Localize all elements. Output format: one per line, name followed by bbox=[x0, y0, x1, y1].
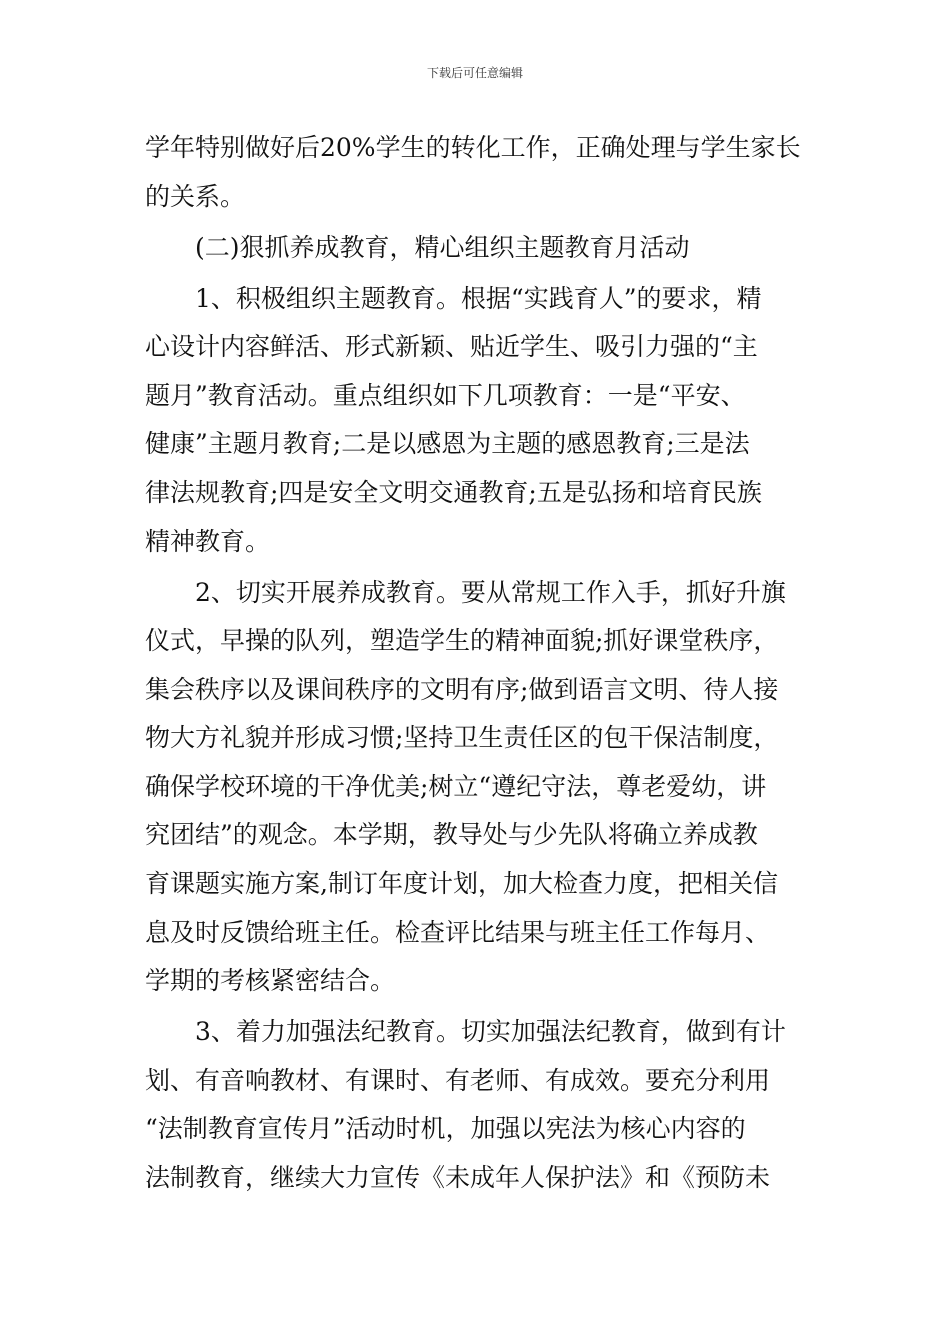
text-line: 2、切实开展养成教育。要从常规工作入手，抓好升旗 bbox=[195, 577, 786, 607]
text-line: “法制教育宣传月”活动时机，加强以宪法为核心内容的 bbox=[145, 1114, 746, 1144]
text-line: 集会秩序以及课间秩序的文明有序;做到语言文明、待人接 bbox=[145, 674, 779, 704]
paragraph-item-3 bbox=[145, 1008, 807, 1202]
paragraph-item-2 bbox=[145, 569, 807, 1006]
paragraph-continuation bbox=[145, 124, 807, 221]
text-line: 1、积极组织主题教育。根据“实践育人”的要求，精 bbox=[195, 283, 762, 313]
text-line: 心设计内容鲜活、形式新颖、贴近学生、吸引力强的“主 bbox=[145, 332, 758, 362]
text-line: 的关系。 bbox=[145, 181, 246, 211]
section-heading bbox=[145, 224, 807, 273]
text-line: 划、有音响教材、有课时、有老师、有成效。要充分利用 bbox=[145, 1065, 771, 1095]
paragraph-item-1 bbox=[145, 275, 807, 567]
text-line: 物大方礼貌并形成习惯;坚持卫生责任区的包干保洁制度， bbox=[145, 723, 779, 753]
text-line: (二)狠抓养成教育，精心组织主题教育月活动 bbox=[195, 232, 690, 262]
text-line: 3、着力加强法纪教育。切实加强法纪教育，做到有计 bbox=[195, 1017, 786, 1047]
text-line: 法制教育，继续大力宣传《未成年人保护法》和《预防未 bbox=[145, 1163, 771, 1193]
text-line: 题月”教育活动。重点组织如下几项教育：一是“平安、 bbox=[145, 380, 746, 410]
text-line: 精神教育。 bbox=[145, 526, 271, 556]
text-line: 育课题实施方案,制订年度计划，加大检查力度，把相关信 bbox=[145, 869, 778, 899]
text-line: 究团结”的观念。本学期，教导处与少先队将确立养成教 bbox=[145, 820, 758, 850]
text-line: 仪式，早操的队列，塑造学生的精神面貌;抓好课堂秩序， bbox=[145, 626, 779, 656]
text-line: 息及时反馈给班主任。检查评比结果与班主任工作每月、 bbox=[145, 917, 771, 947]
page-header: 下载后可任意编辑 bbox=[426, 66, 523, 80]
document-body bbox=[145, 124, 807, 1203]
text-line: 确保学校环境的干净优美;树立“遵纪守法，尊老爱幼，讲 bbox=[145, 771, 767, 801]
text-line: 律法规教育;四是安全文明交通教育;五是弘扬和培育民族 bbox=[145, 477, 762, 507]
text-line: 学年特别做好后20%学生的转化工作，正确处理与学生家长 bbox=[145, 133, 801, 162]
text-line: 学期的考核紧密结合。 bbox=[145, 966, 396, 996]
text-line: 健康”主题月教育;二是以感恩为主题的感恩教育;三是法 bbox=[145, 429, 750, 459]
